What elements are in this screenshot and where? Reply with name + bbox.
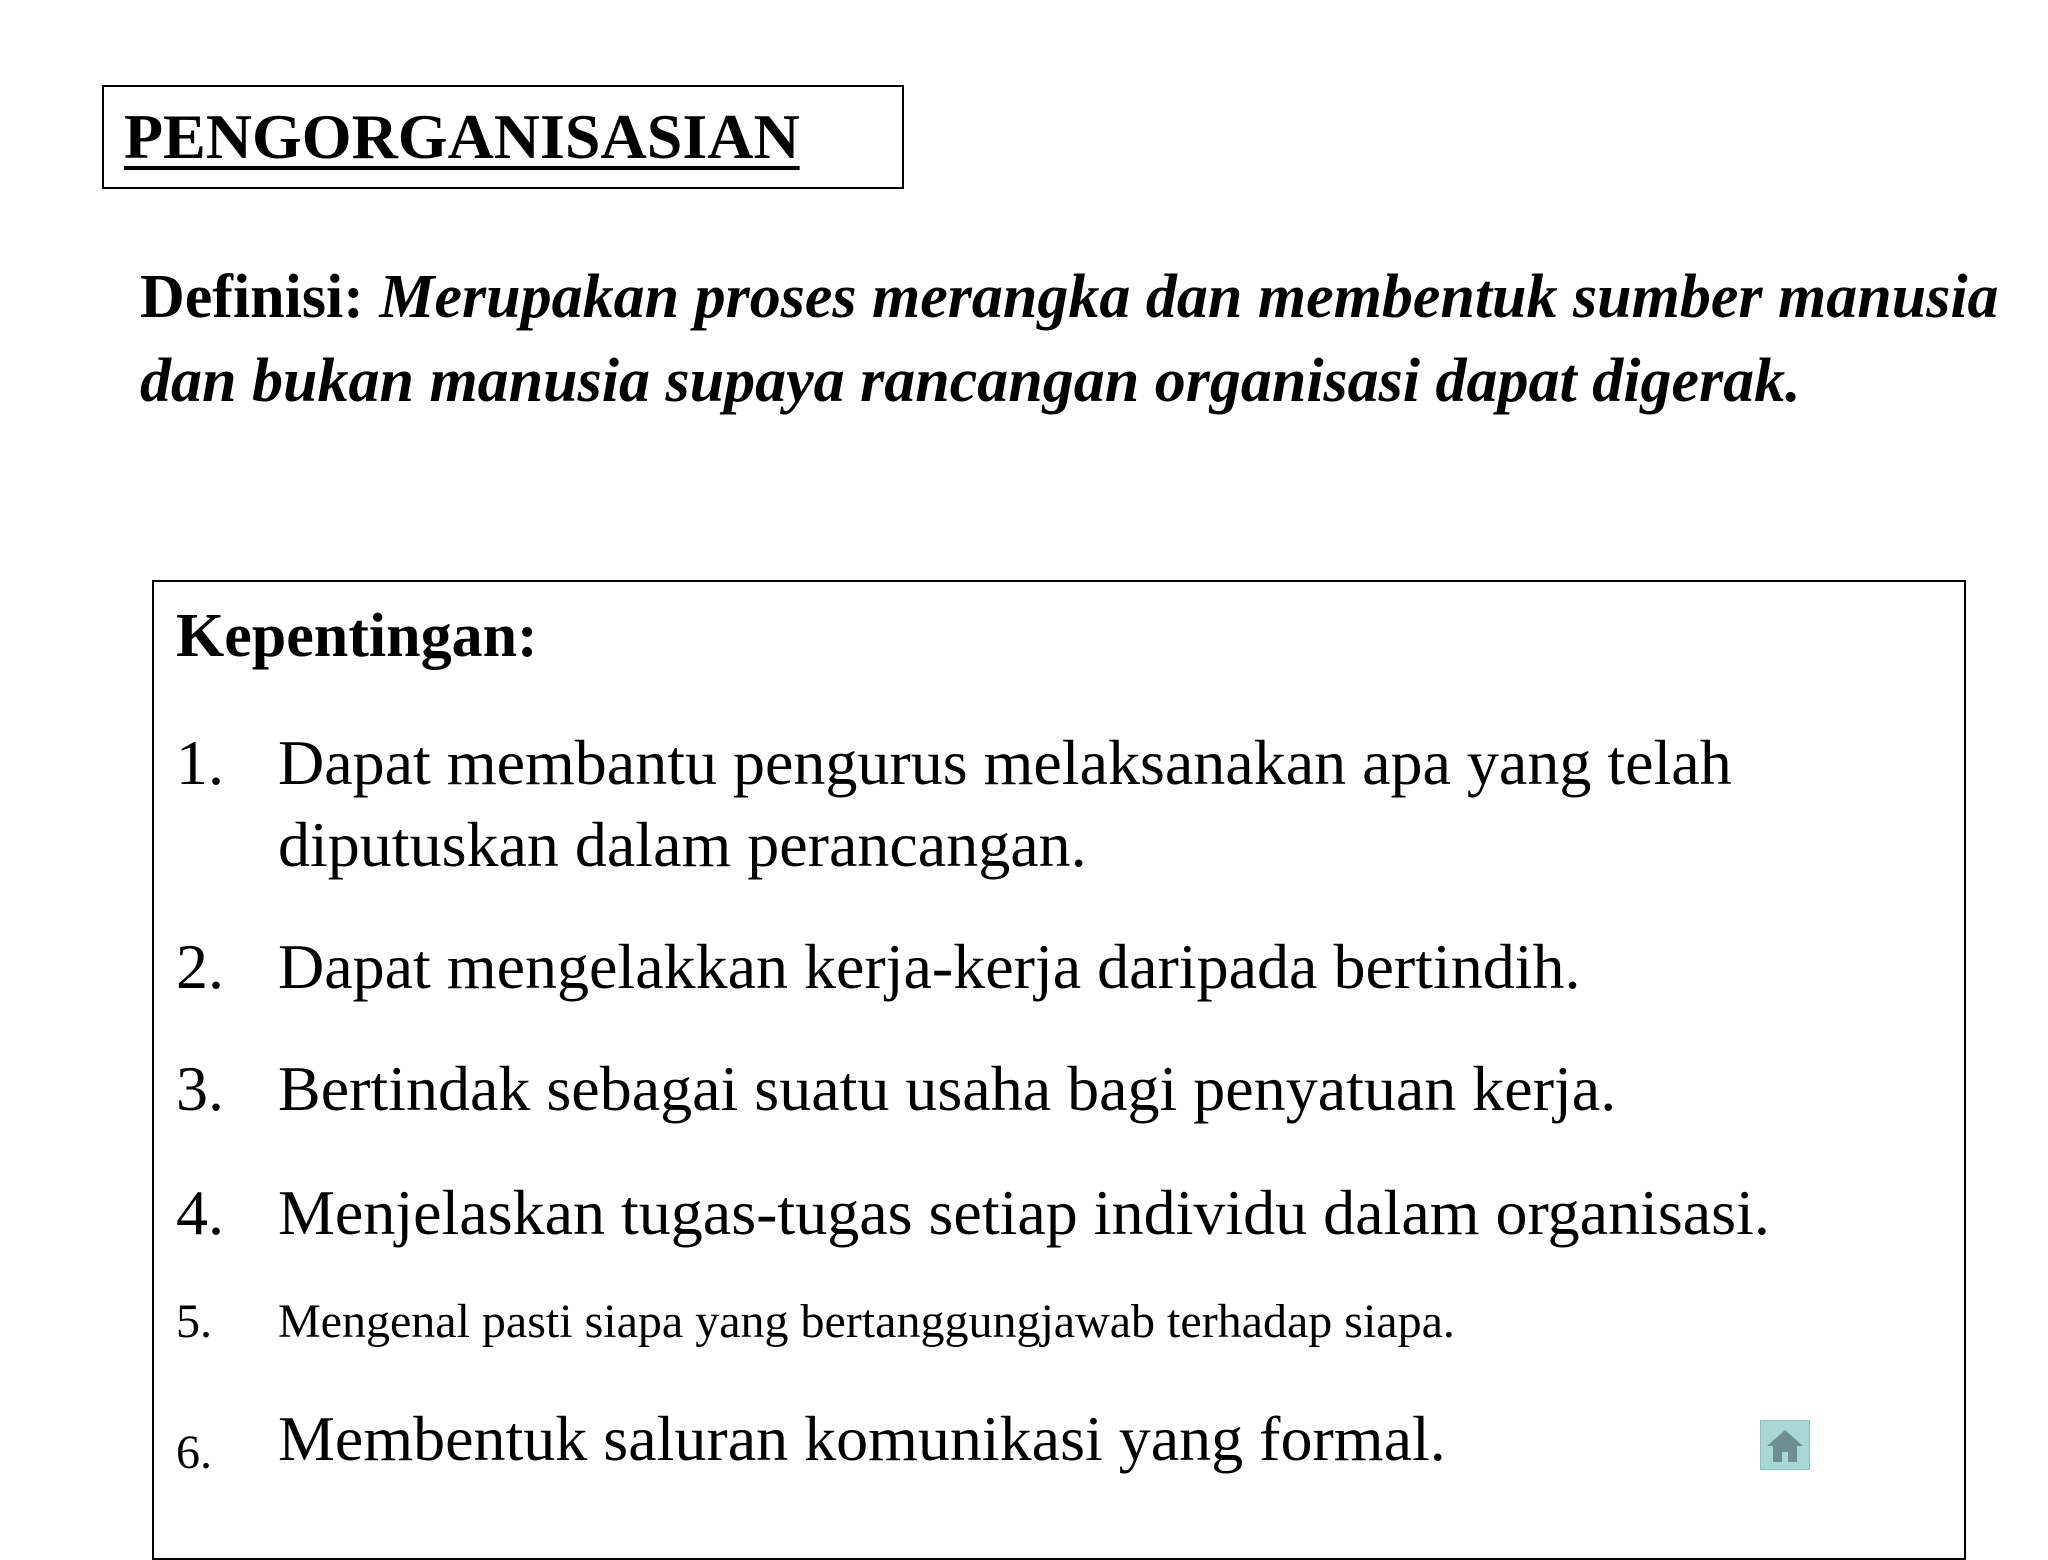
definition-text: Merupakan proses merangka dan membentuk sumber manusia dan bukan manusia supaya rancangan organisasi dapat digerak.: [140, 263, 1999, 415]
list-item: [176, 1048, 1936, 1130]
list-item: [176, 1398, 1936, 1494]
list-item-number: 1.: [176, 727, 224, 798]
list-item-number: 3.: [176, 1053, 224, 1124]
importance-heading: Kepentingan:: [176, 602, 538, 670]
list-item-number: 5.: [176, 1295, 212, 1348]
home-icon: [1761, 1421, 1809, 1469]
list-item-number: 4.: [176, 1177, 224, 1248]
list-item-text: Bertindak sebagai suatu usaha bagi penyatuan kerja.: [278, 1053, 1617, 1124]
list-item-number: 6.: [176, 1426, 212, 1479]
list-item-text: Mengenal pasti siapa yang bertanggungjawab terhadap siapa.: [278, 1295, 1455, 1348]
list-item-text: Dapat membantu pengurus melaksanakan apa yang telah diputuskan dalam perancangan.: [278, 727, 1732, 880]
list-item-number: 2.: [176, 931, 224, 1002]
home-button[interactable]: [1760, 1420, 1810, 1470]
definition-paragraph: [140, 255, 2020, 423]
list-item-text: Membentuk saluran komunikasi yang formal.: [278, 1403, 1446, 1474]
list-item: [176, 1292, 1936, 1352]
definition-label: Definisi:: [140, 263, 364, 331]
list-item: [176, 926, 1936, 1008]
title-box: [102, 85, 904, 189]
importance-box: [152, 580, 1966, 1560]
list-item-text: Menjelaskan tugas-tugas setiap individu dalam organisasi.: [278, 1177, 1770, 1248]
list-item: [176, 1172, 1936, 1254]
slide-title: PENGORGANISASIAN: [124, 101, 800, 172]
list-item: [176, 722, 1936, 886]
list-item-text: Dapat mengelakkan kerja-kerja daripada bertindih.: [278, 931, 1581, 1002]
